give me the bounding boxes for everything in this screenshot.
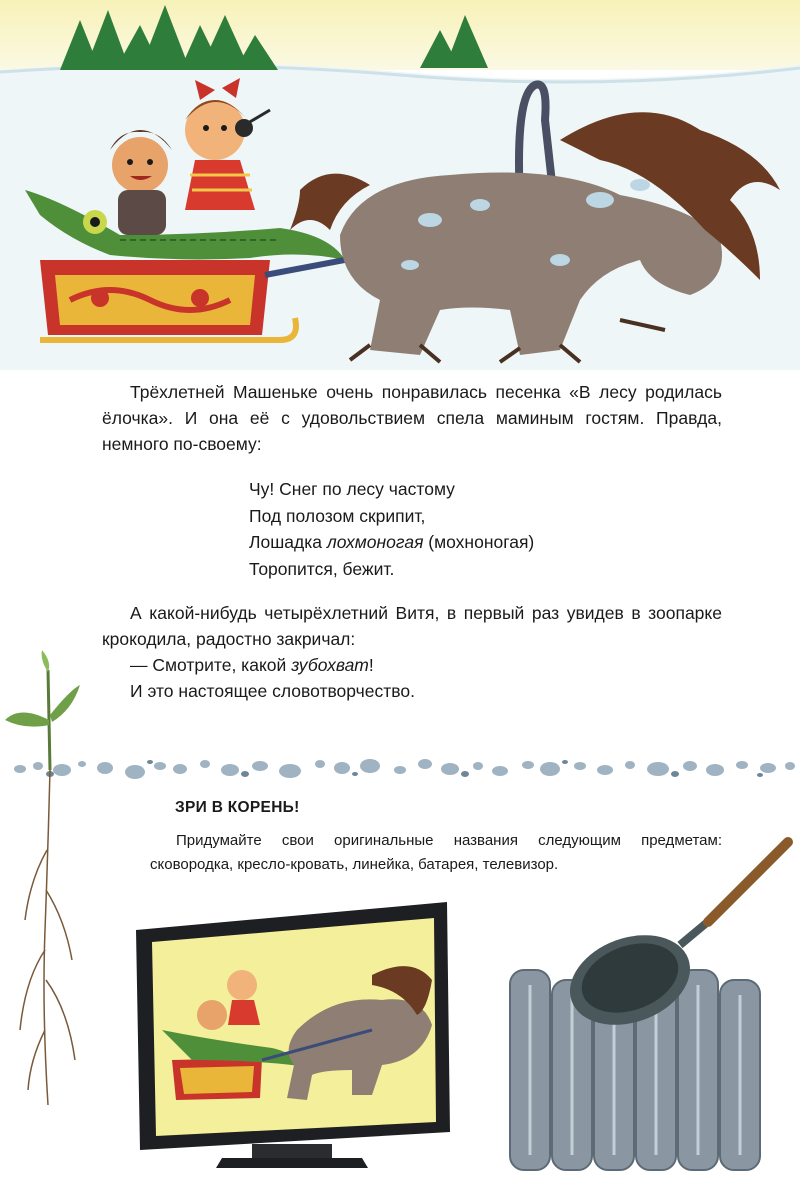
poem-line-1: Чу! Снег по лесу частому bbox=[249, 479, 455, 499]
task-heading: ЗРИ В КОРЕНЬ! bbox=[175, 799, 300, 816]
paragraph-intro: Трёхлетней Машеньке очень понравилась песенка «В лесу родилась ёлочка». И она её с удовольствием спела маминым гостям. Правда, немного по-своему: bbox=[102, 382, 722, 454]
winter-sleigh-illustration bbox=[0, 0, 800, 370]
poem-line-4: Торопится, бежит. bbox=[249, 558, 395, 579]
paragraph-example bbox=[102, 600, 722, 704]
child-quote-start: — Смотрите, какой bbox=[130, 655, 292, 675]
closing-sentence: И это настоящее словотворчество. bbox=[130, 681, 415, 701]
paragraph-example-text: А какой-нибудь четырёхлетний Витя, в первый раз увидев в зоопарке крокодила, радостно закричал: bbox=[102, 603, 722, 649]
poem-line-2: Под полозом скрипит, bbox=[249, 505, 426, 526]
song-excerpt bbox=[249, 476, 534, 582]
poem-line-3 bbox=[249, 529, 534, 556]
child-quote bbox=[102, 652, 722, 678]
poem-line-3-start: Лошадка bbox=[249, 532, 327, 552]
tv-icon bbox=[132, 900, 456, 1172]
radiator-and-pan bbox=[500, 830, 800, 1177]
poem-line-3-end: (мохноногая) bbox=[423, 532, 535, 552]
sprout-icon bbox=[0, 650, 110, 1110]
stones-divider bbox=[0, 744, 800, 794]
task-text: Придумайте свои оригинальные названия следующим предметам: сковородка, кресло-кровать, линейка, батарея, телевизор. bbox=[150, 832, 722, 873]
sleigh bbox=[40, 260, 296, 340]
child-quote-end: ! bbox=[368, 655, 374, 675]
quote-neologism: зубохват bbox=[291, 655, 369, 675]
poem-neologism: лохмоногая bbox=[326, 532, 424, 552]
